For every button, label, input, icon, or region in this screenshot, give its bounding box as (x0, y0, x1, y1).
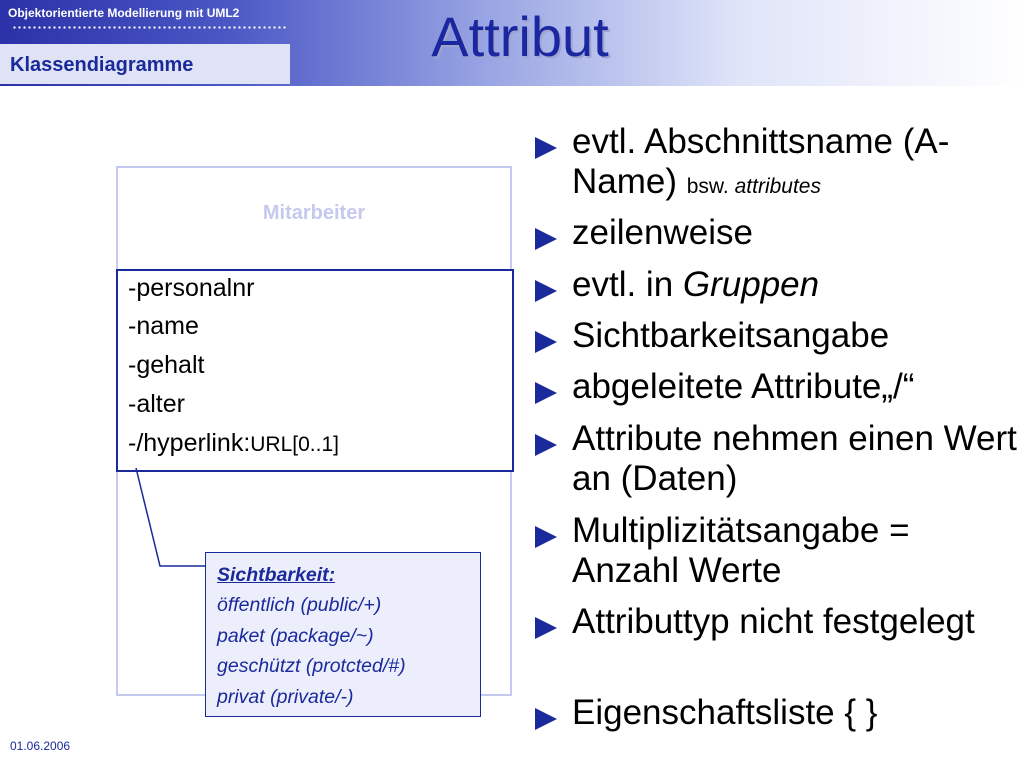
bullet-text-part: Eigenschaftsliste { } (572, 693, 878, 732)
uml-class-name: Mitarbeiter (262, 202, 366, 224)
note-line: öffentlich (public/+) (217, 594, 382, 616)
course-title: Objektorientierte Modellierung mit UML2 (8, 6, 240, 20)
uml-attribute: -name (128, 312, 199, 340)
note-line: geschützt (protcted/#) (217, 655, 406, 677)
bullet-triangle-icon (535, 434, 557, 456)
slide-title: Attribut (431, 5, 609, 68)
attribute-type: URL[0..1] (250, 433, 339, 456)
bullet-text (572, 367, 1022, 407)
bullet-text (572, 265, 1022, 305)
bullet-text (572, 316, 1022, 356)
bullet-text-part: Gruppen (682, 265, 820, 304)
bullet-triangle-icon (535, 280, 557, 302)
bullet-text-part: evtl. in (572, 265, 683, 304)
section-label: Klassendiagramme (10, 54, 194, 76)
note-line: privat (private/-) (217, 686, 354, 708)
uml-attribute: -alter (128, 390, 185, 418)
bullet-text-part: Attributtyp nicht festgelegt (572, 602, 975, 641)
bullet-triangle-icon (535, 137, 557, 159)
note-heading: Sichtbarkeit: (217, 564, 336, 586)
bullet-text-part: bsw. (686, 175, 735, 198)
attribute-name: -/hyperlink: (128, 429, 251, 457)
bullet-triangle-icon (535, 526, 557, 548)
bullet-text-part: Multiplizitätsangabe = Anzahl Werte (572, 511, 910, 590)
bullet-text-part: attributes (734, 175, 821, 198)
bullet-text (572, 213, 1022, 253)
bullet-triangle-icon (535, 708, 557, 730)
bullet-text (572, 693, 1022, 733)
footer-date: 01.06.2006 (10, 739, 71, 753)
bullet-triangle-icon (535, 617, 557, 639)
bullet-triangle-icon (535, 382, 557, 404)
bullet-triangle-icon (535, 228, 557, 250)
bullet-triangle-icon (535, 331, 557, 353)
bullet-text-part: evtl. Abschnittsname (A-Name) (572, 122, 950, 201)
bullet-text-part: Sichtbarkeitsangabe (572, 316, 890, 355)
note-line: paket (package/~) (217, 625, 374, 647)
bullet-text (572, 419, 1022, 499)
bullet-text-part: zeilenweise (572, 213, 753, 252)
bullet-text-part: Attribute nehmen einen Wert an (Daten) (572, 419, 1017, 498)
bullet-text (572, 511, 1022, 591)
uml-attribute: -personalnr (128, 274, 255, 302)
bullet-text (572, 602, 1022, 642)
uml-attribute: -gehalt (128, 351, 205, 379)
bullet-text-part: abgeleitete Attribute„/“ (572, 367, 915, 406)
bullet-text (572, 122, 1022, 207)
